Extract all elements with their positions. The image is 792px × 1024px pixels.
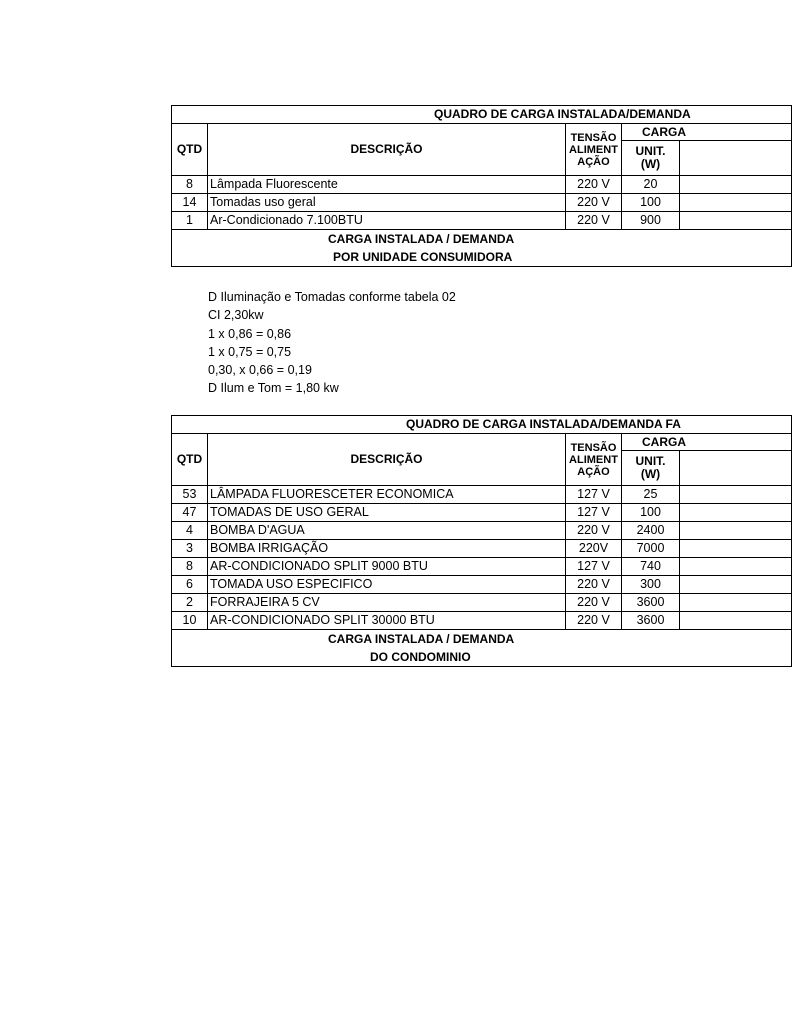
header-descricao: DESCRIÇÃO [208, 124, 566, 176]
header-unit [622, 141, 680, 176]
demand-notes [208, 288, 456, 398]
header-tensao [566, 434, 622, 486]
header-tensao-line-1: TENSÃO [570, 441, 617, 454]
cell-qtd: 3 [172, 540, 208, 558]
table-row [172, 576, 792, 594]
header-unit-line-1: UNIT. [635, 144, 666, 158]
cell-tensao: 127 V [566, 504, 622, 522]
total-line-1: CARGA INSTALADA / DEMANDA [328, 232, 515, 246]
cell-qtd: 4 [172, 522, 208, 540]
header-qtd: QTD [172, 124, 208, 176]
cell-descricao: AR-CONDICIONADO SPLIT 9000 BTU [208, 558, 566, 576]
table-title: QUADRO DE CARGA INSTALADA/DEMANDA FA [172, 416, 792, 434]
cell-extra [680, 176, 792, 194]
note-line: 1 x 0,75 = 0,75 [208, 344, 292, 359]
cell-descricao: Tomadas uso geral [208, 194, 566, 212]
header-tensao [566, 124, 622, 176]
cell-extra [680, 558, 792, 576]
table-row [172, 522, 792, 540]
note-line: D Iluminação e Tomadas conforme tabela 02 [208, 290, 456, 304]
note-line: 1 x 0,86 = 0,86 [208, 326, 292, 341]
total-line-1: CARGA INSTALADA / DEMANDA [328, 632, 515, 646]
cell-extra [680, 522, 792, 540]
cell-descricao: BOMBA IRRIGAÇÃO [208, 540, 566, 558]
note-line: CI 2,30kw [208, 308, 264, 323]
table-row [172, 558, 792, 576]
header-tensao-line-2: ALIMENT [569, 453, 618, 466]
cell-unit: 7000 [622, 540, 680, 558]
header-tensao-line-1: TENSÃO [570, 131, 617, 144]
header-total-cell [680, 451, 792, 486]
total-line-2: POR UNIDADE CONSUMIDORA [333, 250, 513, 264]
cell-tensao: 127 V [566, 486, 622, 504]
table-row [172, 594, 792, 612]
load-table-condominio [171, 415, 686, 667]
cell-unit: 3600 [622, 594, 680, 612]
cell-unit: 3600 [622, 612, 680, 630]
table-row [172, 212, 792, 230]
cell-extra [680, 212, 792, 230]
cell-qtd: 14 [172, 194, 208, 212]
table-row [172, 194, 792, 212]
cell-extra [680, 576, 792, 594]
cell-tensao: 127 V [566, 558, 622, 576]
cell-unit: 20 [622, 176, 680, 194]
table-row [172, 612, 792, 630]
cell-qtd: 53 [172, 486, 208, 504]
total-row [172, 230, 792, 267]
header-qtd: QTD [172, 434, 208, 486]
cell-extra [680, 594, 792, 612]
cell-tensao: 220 V [566, 612, 622, 630]
cell-descricao: BOMBA D'AGUA [208, 522, 566, 540]
cell-unit: 25 [622, 486, 680, 504]
load-table-1 [171, 105, 792, 267]
cell-tensao: 220V [566, 540, 622, 558]
total-row [172, 630, 792, 667]
cell-descricao: TOMADA USO ESPECIFICO [208, 576, 566, 594]
cell-tensao: 220 V [566, 176, 622, 194]
cell-qtd: 47 [172, 504, 208, 522]
table-row [172, 176, 792, 194]
cell-unit: 900 [622, 212, 680, 230]
cell-qtd: 8 [172, 558, 208, 576]
cell-qtd: 10 [172, 612, 208, 630]
header-unit [622, 451, 680, 486]
cell-descricao: TOMADAS DE USO GERAL [208, 504, 566, 522]
cell-descricao: FORRAJEIRA 5 CV [208, 594, 566, 612]
cell-unit: 300 [622, 576, 680, 594]
cell-descricao: Lâmpada Fluorescente [208, 176, 566, 194]
header-carga: CARGA [622, 434, 792, 451]
cell-unit: 2400 [622, 522, 680, 540]
cell-tensao: 220 V [566, 576, 622, 594]
cell-descricao: LÂMPADA FLUORESCETER ECONOMICA [208, 486, 566, 504]
cell-unit: 100 [622, 504, 680, 522]
note-line: 0,30, x 0,66 = 0,19 [208, 363, 312, 378]
header-unit-line-1: UNIT. [635, 454, 666, 468]
header-unit-line-2: (W) [640, 467, 661, 481]
cell-tensao: 220 V [566, 594, 622, 612]
cell-qtd: 1 [172, 212, 208, 230]
cell-tensao: 220 V [566, 522, 622, 540]
header-total-cell [680, 141, 792, 176]
note-line: D Ilum e Tom = 1,80 kw [208, 381, 339, 396]
cell-extra [680, 540, 792, 558]
table-row [172, 486, 792, 504]
cell-descricao: AR-CONDICIONADO SPLIT 30000 BTU [208, 612, 566, 630]
load-table-unit [171, 105, 691, 267]
table-row [172, 540, 792, 558]
cell-extra [680, 486, 792, 504]
cell-qtd: 8 [172, 176, 208, 194]
table-title: QUADRO DE CARGA INSTALADA/DEMANDA [172, 106, 792, 124]
cell-unit: 100 [622, 194, 680, 212]
cell-qtd: 2 [172, 594, 208, 612]
cell-extra [680, 504, 792, 522]
header-descricao: DESCRIÇÃO [208, 434, 566, 486]
cell-descricao: Ar-Condicionado 7.100BTU [208, 212, 566, 230]
cell-tensao: 220 V [566, 194, 622, 212]
header-unit-line-2: (W) [640, 157, 661, 171]
cell-extra [680, 612, 792, 630]
cell-unit: 740 [622, 558, 680, 576]
table-row [172, 504, 792, 522]
cell-tensao: 220 V [566, 212, 622, 230]
header-tensao-line-2: ALIMENT [569, 143, 618, 156]
total-line-2: DO CONDOMINIO [370, 650, 471, 664]
header-tensao-line-3: AÇÃO [577, 465, 610, 478]
header-tensao-line-3: AÇÃO [577, 155, 610, 168]
load-table-2 [171, 415, 792, 667]
cell-extra [680, 194, 792, 212]
cell-qtd: 6 [172, 576, 208, 594]
header-carga: CARGA [622, 124, 792, 141]
